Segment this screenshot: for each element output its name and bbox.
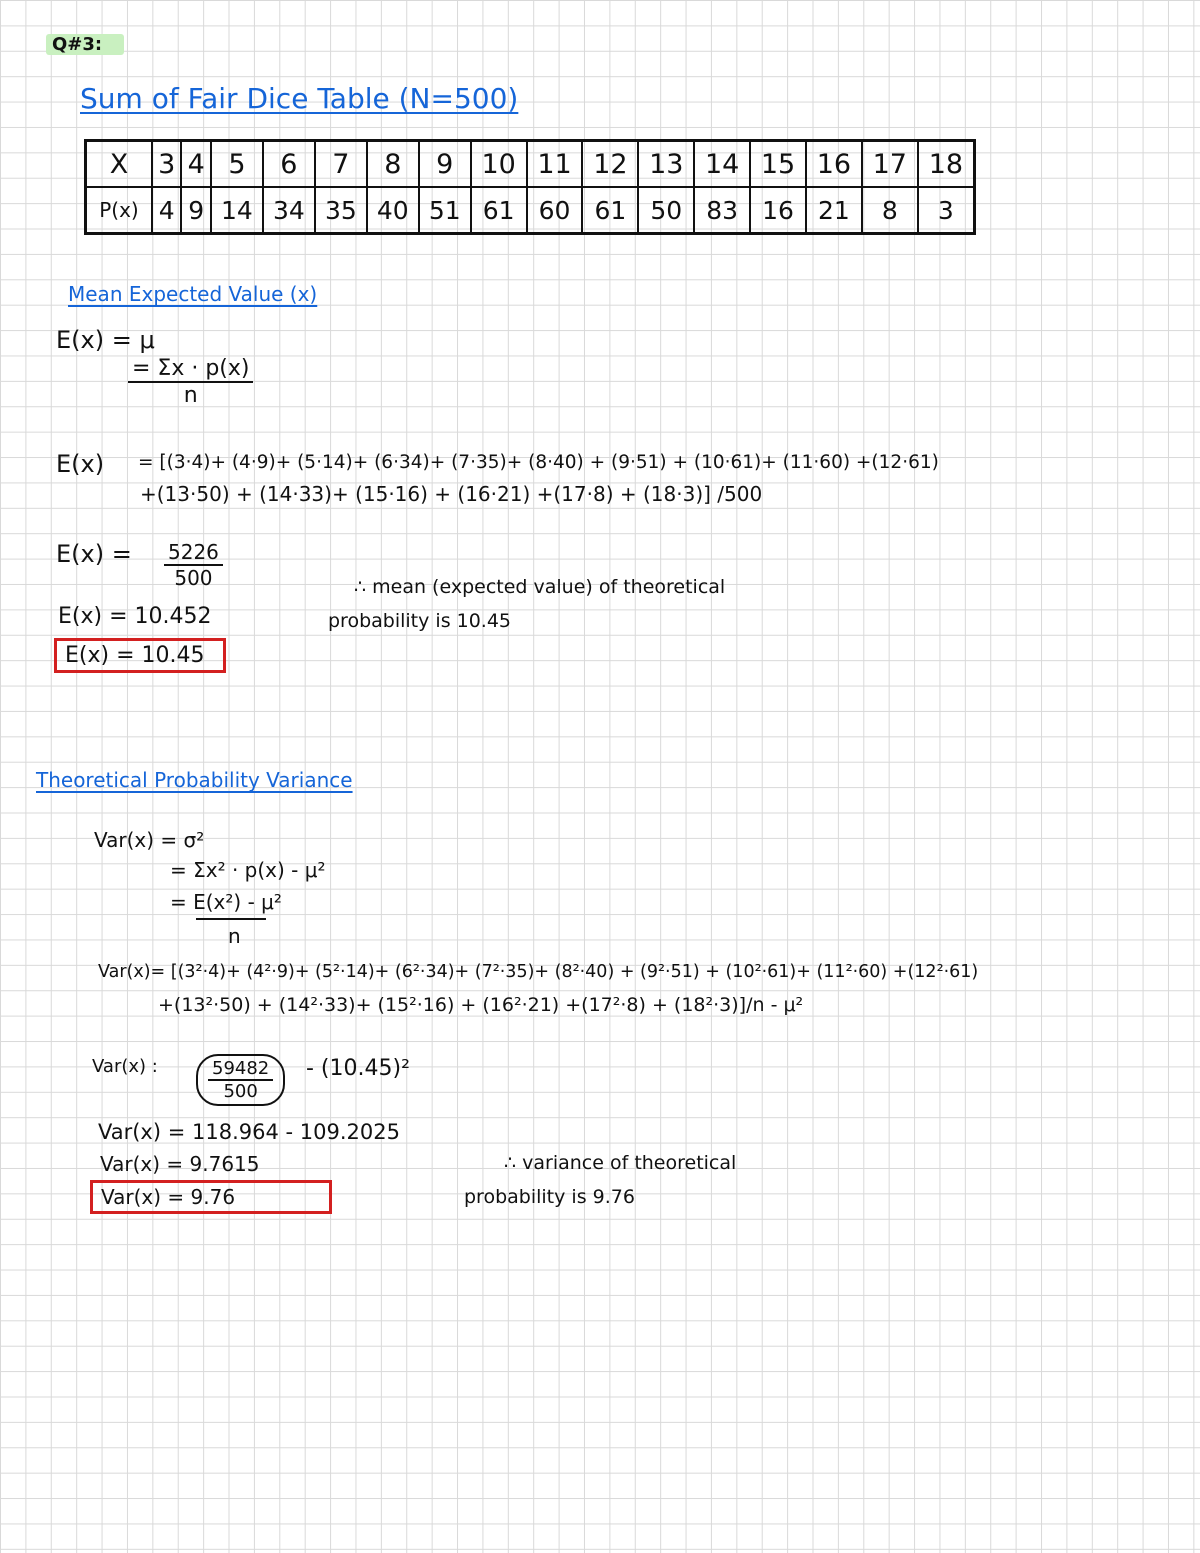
- variance-conclusion-line2: probability is 9.76: [464, 1186, 635, 1208]
- mean-calc-line1: = [(3·4)+ (4·9)+ (5·14)+ (6·34)+ (7·35)+ (8·40) + (9·51) + (10·61)+ (11·60) +(12·61): [138, 452, 939, 473]
- variance-step-numerator: 59482: [208, 1058, 273, 1081]
- mean-calc-line2: +(13·50) + (14·33)+ (15·16) + (16·21) +(17·8) + (18·3)] /500: [140, 482, 763, 506]
- variance-step-fraction: [196, 1054, 285, 1106]
- variance-calc-line1: Var(x)= [(3²·4)+ (4²·9)+ (5²·14)+ (6²·34)+ (7²·35)+ (8²·40) + (9²·51) + (10²·61)+ (11²·60) +(12²·61): [98, 962, 979, 982]
- variance-formula-line3: = E(x²) - μ²: [170, 890, 282, 914]
- mean-calc-lhs: E(x): [56, 450, 105, 478]
- p-cell: 50: [638, 187, 694, 234]
- dice-table: [84, 139, 976, 235]
- variance-formula-line2: = Σx² · p(x) - μ²: [170, 858, 326, 882]
- x-cell: 9: [419, 141, 471, 188]
- p-cell: 8: [862, 187, 918, 234]
- p-cell: 40: [367, 187, 419, 234]
- p-cell: 61: [582, 187, 638, 234]
- x-cell: 18: [918, 141, 975, 188]
- mean-section-title: Mean Expected Value (x): [68, 282, 318, 306]
- question-label: Q#3:: [46, 34, 124, 55]
- variance-final-answer: Var(x) = 9.76: [90, 1180, 332, 1214]
- mean-step2: E(x) = 10.452: [58, 604, 212, 629]
- x-header: X: [86, 141, 153, 188]
- mean-definition: E(x) = μ: [56, 326, 155, 354]
- p-cell: 51: [419, 187, 471, 234]
- x-cell: 16: [806, 141, 862, 188]
- variance-formula-denominator: n: [228, 924, 241, 948]
- p-cell: 34: [263, 187, 315, 234]
- x-cell: 7: [315, 141, 367, 188]
- p-cell: 61: [471, 187, 527, 234]
- x-cell: 11: [527, 141, 583, 188]
- x-cell: 14: [694, 141, 750, 188]
- variance-formula-fraction-bar: [196, 918, 266, 920]
- p-cell: 16: [750, 187, 806, 234]
- variance-calc-line2: +(13²·50) + (14²·33)+ (15²·16) + (16²·21) +(17²·8) + (18²·3)]/n - μ²: [158, 994, 804, 1016]
- p-header: P(x): [86, 187, 153, 234]
- x-cell: 10: [471, 141, 527, 188]
- p-cell: 14: [211, 187, 263, 234]
- p-cell: 60: [527, 187, 583, 234]
- x-cell: 8: [367, 141, 419, 188]
- variance-section-title: Theoretical Probability Variance: [36, 768, 353, 792]
- variance-step2: Var(x) = 118.964 - 109.2025: [98, 1120, 400, 1144]
- variance-conclusion-line1: ∴ variance of theoretical: [504, 1152, 737, 1174]
- p-row: [86, 187, 975, 234]
- mean-step-fraction: [164, 540, 223, 590]
- p-cell: 3: [918, 187, 975, 234]
- x-row: [86, 141, 975, 188]
- x-cell: 5: [211, 141, 263, 188]
- variance-step-denominator: 500: [223, 1081, 258, 1102]
- x-cell: 15: [750, 141, 806, 188]
- mean-step-numerator: 5226: [164, 540, 223, 566]
- mean-conclusion-line2: probability is 10.45: [328, 610, 512, 632]
- mean-step-denominator: 500: [174, 566, 213, 590]
- p-cell: 9: [181, 187, 210, 234]
- variance-step-rhs: - (10.45)²: [306, 1056, 410, 1081]
- variance-step3: Var(x) = 9.7615: [100, 1152, 260, 1176]
- mean-final-answer: E(x) = 10.45: [54, 638, 226, 673]
- p-cell: 21: [806, 187, 862, 234]
- x-cell: 13: [638, 141, 694, 188]
- mean-formula-fraction: [128, 356, 253, 408]
- x-cell: 3: [152, 141, 181, 188]
- x-cell: 17: [862, 141, 918, 188]
- mean-conclusion-line1: ∴ mean (expected value) of theoretical: [354, 576, 726, 598]
- variance-definition: Var(x) = σ²: [94, 828, 205, 852]
- p-cell: 4: [152, 187, 181, 234]
- x-cell: 6: [263, 141, 315, 188]
- p-cell: 83: [694, 187, 750, 234]
- x-cell: 12: [582, 141, 638, 188]
- p-cell: 35: [315, 187, 367, 234]
- mean-formula-denominator: n: [183, 383, 198, 408]
- variance-step-lhs: Var(x) :: [92, 1056, 158, 1077]
- mean-formula-numerator: = Σx · p(x): [128, 356, 253, 383]
- x-cell: 4: [181, 141, 210, 188]
- mean-step-lhs: E(x) =: [56, 540, 132, 568]
- table-title: Sum of Fair Dice Table (N=500): [80, 82, 519, 115]
